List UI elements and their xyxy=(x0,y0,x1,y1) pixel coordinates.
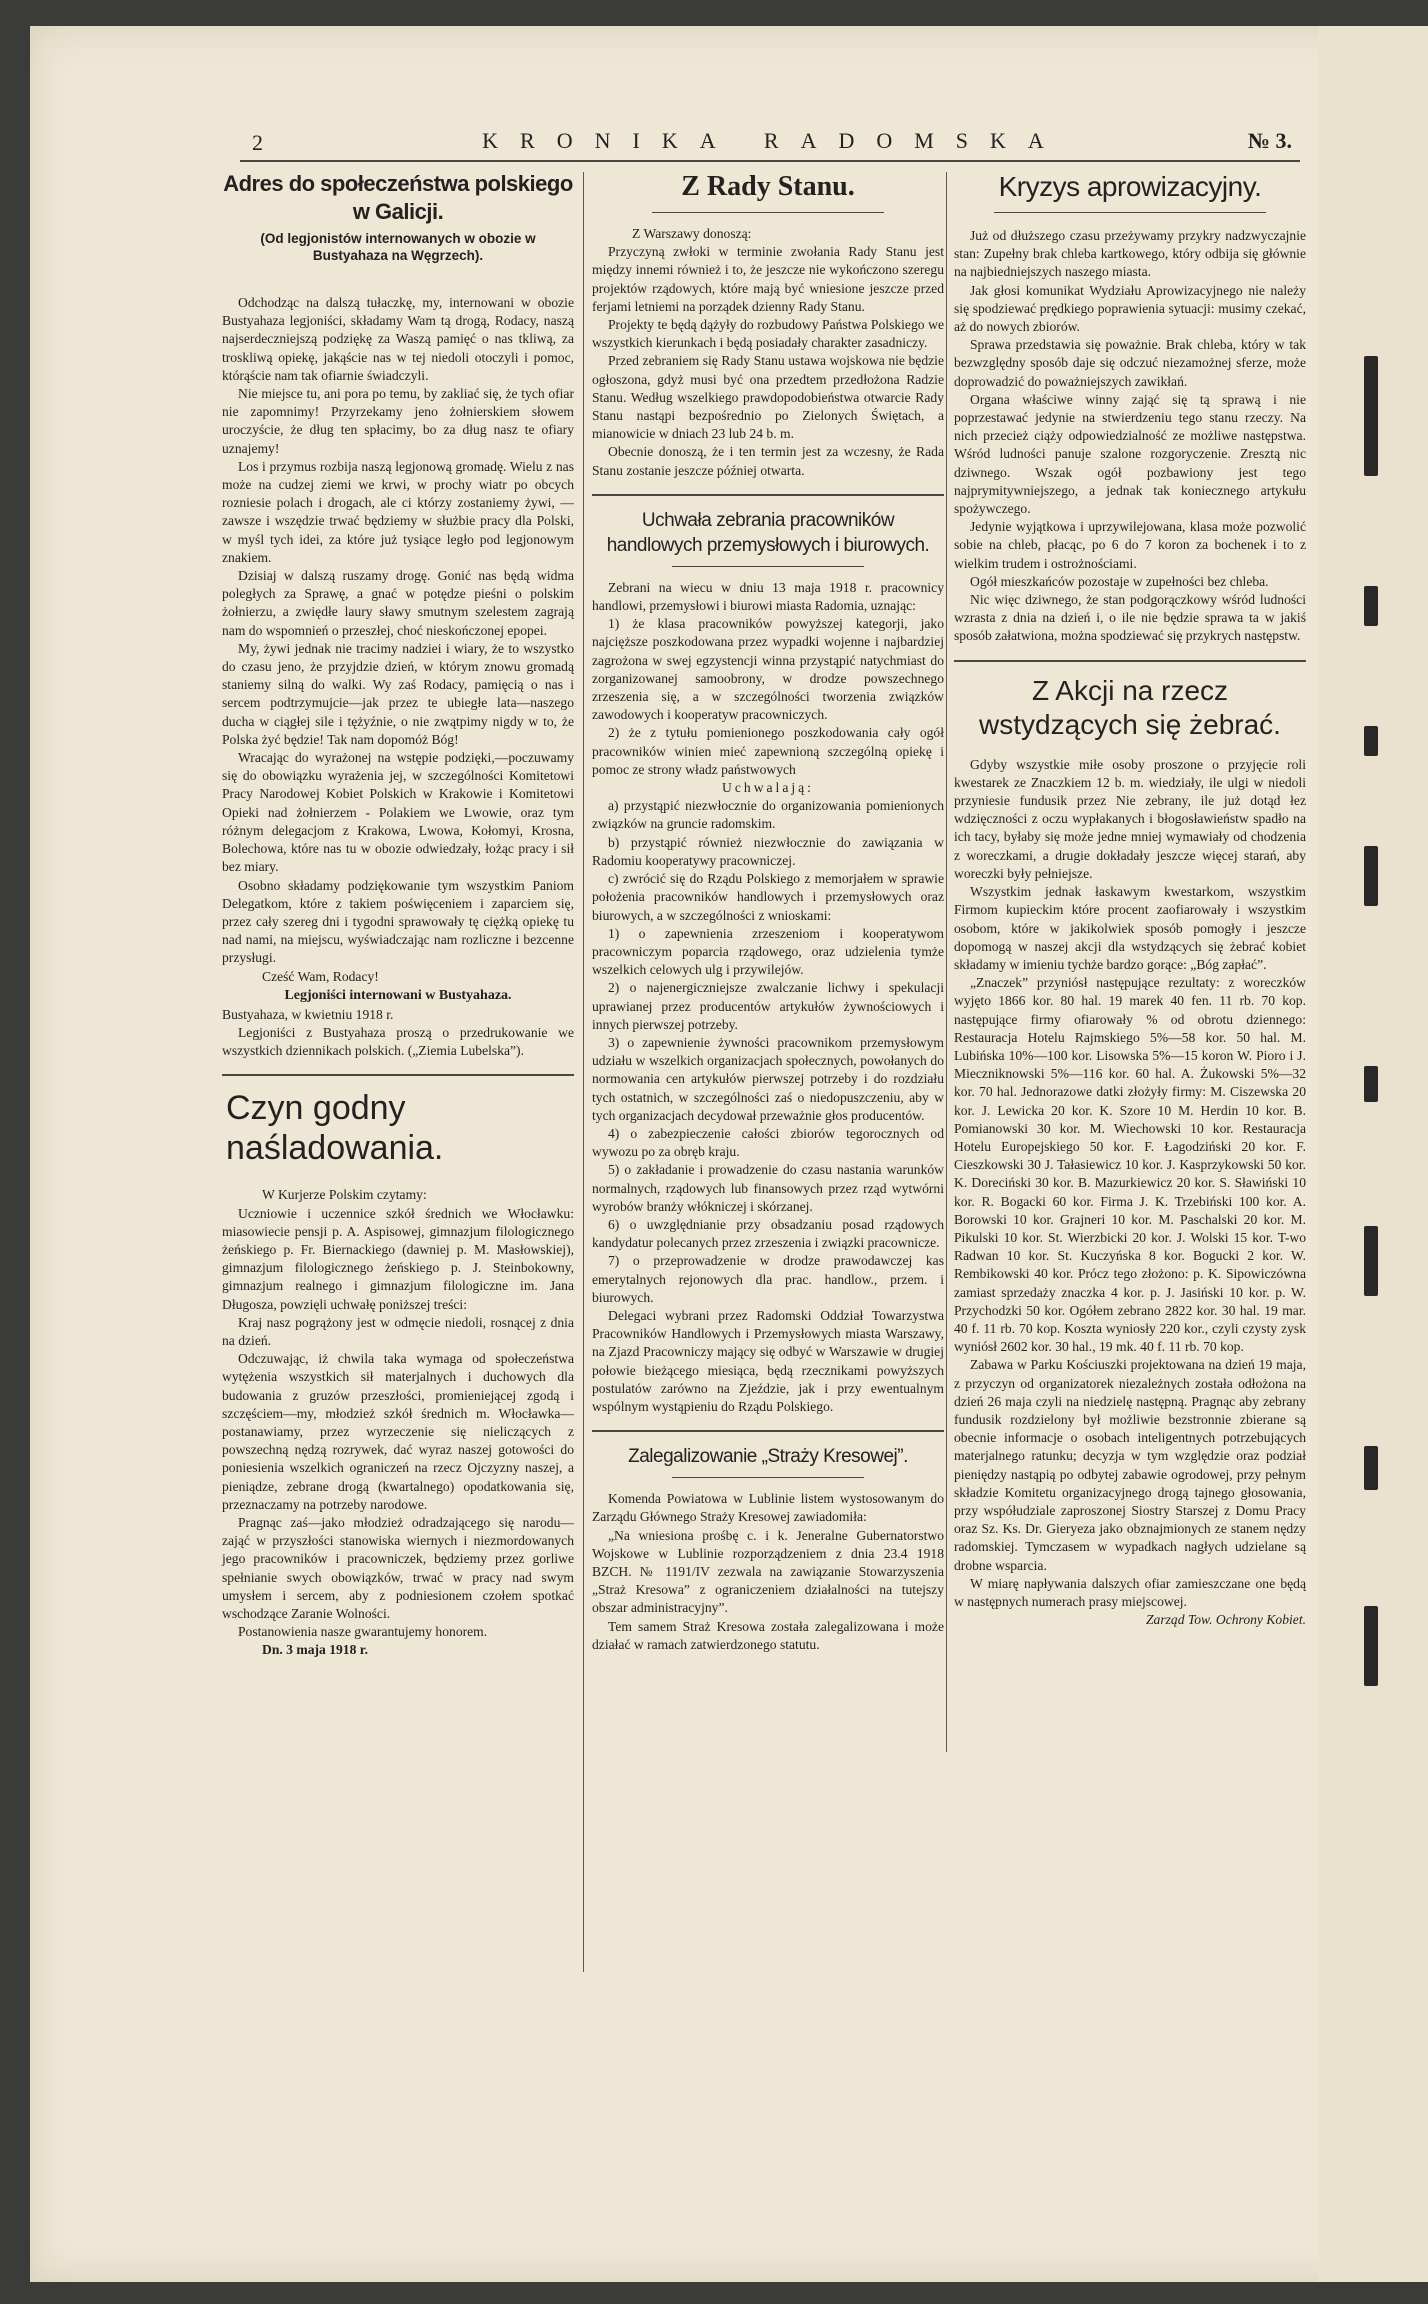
adres-paragraph: Odchodząc na dalszą tułaczkę, my, internowani w obozie Bustyahaza legjoniści, składamy Wam tą drogą, Rodacy, naszą najserdeczniejszą podziękę za Waszą pamięć o nas tkliwą, za troskliwą opiekę, jakąście nas w tej niedoli otoczyli i pomoc, którąście nam tak ofiarnie świadczyli. xyxy=(222,295,574,383)
uchwala-resolution: c) zwrócić się do Rządu Polskiego z memorjałem w sprawie położenia pracowników handlowych i przemysłowych oraz biurowych, a w szczególności z wnioskami: xyxy=(592,871,944,923)
issue-number: № 3. xyxy=(1247,128,1292,153)
paper-title: KRONIKA RADOMSKA xyxy=(482,128,1066,153)
uchwala-resolution: 1) o zapewnienia zrzeszeniom i kooperatywom pracowniczym poparcia rządowego, oraz udzielenia tymże wszelkich celowych ulg i przywilejów. xyxy=(592,925,944,978)
section-divider xyxy=(592,494,944,496)
edge-ink-mark xyxy=(1364,726,1378,756)
title-underline xyxy=(672,566,864,567)
uchwala-resolve-heading: Uchwalają: xyxy=(722,780,814,796)
uchwala-resolution: 5) o zakładanie i prowadzenie do czasu nastania warunków normalnych, rządowych lub finansowych przez rząd wytwórni wyrobów branży włókniczej i skórzanej. xyxy=(592,1162,944,1214)
uchwala-paragraph: Zebrani na wiecu w dniu 13 maja 1918 r. pracownicy handlowi, przemysłowi i biurowi miasta Radomia, uznając: xyxy=(592,579,944,614)
kryzys-paragraph: Jedynie wyjątkowa i uprzywilejowana, klasa może pozwolić sobie na chleb, płacąc, po 6 do 7 koron za bochenek i to z wielkim trudem i ostrożnościami. xyxy=(954,519,1306,571)
czyn-paragraph: Uczniowie i uczennice szkół średnich we Włocławku: miasowiecie pensji p. A. Aspisowej, gimnazjum filologicznego żeńskiego p. Fr. Biernackiego (dawniej p. M. Masłowskiej), gimnazjum filologicznego żeńskiego p. J. Steinbokowny, gimnazjum realnego i gimnazjum filologiczne im. Jana Długosza, powzięli uchwałę poniższej treści: xyxy=(222,1205,574,1312)
akcja-paragraph: Wszystkim jednak łaskawym kwestarkom, wszystkim Firmom kupieckim które procent zaofiarowały i wszystkim osobom, które w jakikolwiek sposób pomogły i jeszcze dopomogą w naszej akcji dla wstydzących się żebrać kobiet składamy w imieniu tychże bardzo gorące: „Bóg zapłać”. xyxy=(954,884,1306,972)
edge-ink-mark xyxy=(1364,1446,1378,1490)
page-number: 2 xyxy=(252,130,263,155)
adjacent-page-edge xyxy=(1318,26,1428,2282)
rada-paragraph: Obecnie donoszą, że i ten termin jest za wczesny, że Rada Stanu zostanie jeszcze później otwarta. xyxy=(592,444,944,478)
czyn-paragraph: Odczuwając, iż chwila taka wymaga od społeczeństwa wytężenia wszystkich sił materjalnych i duchowych dla budowania z gruzów przeszłości, promieniejącej zgodą i szczęściem—my, młodzież szkół średnich m. Włocławka—postanawiamy, przez wyrzeczenie się nieliczących z powszechną nędzą rozrywek, dać wyraz naszej gotowości do poniesienia wszelkich ograniczeń na rzecz Ojczyzny naszej, a pieniądze, zebrane drogą (kwartalnego) opodatkowania się, przeznaczamy na potrzeby narodowe. xyxy=(222,1351,574,1512)
adres-title: Adres do społeczeństwa polskiego w Galicji. xyxy=(223,171,573,224)
kryzys-paragraph: Ogół mieszkańców pozostaje w zupełności bez chleba. xyxy=(970,573,1269,589)
edge-ink-mark xyxy=(1364,1606,1378,1686)
edge-ink-mark xyxy=(1364,1066,1378,1102)
czyn-title: Czyn godny naśladowania. xyxy=(226,1089,444,1168)
czyn-paragraph: Kraj nasz pogrążony jest w odmęcie niedoli, rosnącej z dnia na dzień. xyxy=(222,1314,574,1348)
czyn-paragraph: Postanowienia nasze gwarantujemy honorem. xyxy=(238,1624,488,1640)
straz-paragraph: Komenda Powiatowa w Lublinie listem wystosowanym do Zarządu Głównego Straży Kresowej zawiadomiła: xyxy=(592,1491,944,1525)
adres-note: Legjoniści z Bustyahaza proszą o przedrukowanie we wszystkich dziennikach polskich. („Ziemia Lubelska”). xyxy=(222,1024,574,1059)
section-divider xyxy=(592,1430,944,1432)
uchwala-paragraph: 2) że z tytułu pomienionego poszkodowania cały ogół pracowników winien mieć zapewnioną szczególną opiekę i pomoc ze strony władz państwowych xyxy=(592,725,944,777)
akcja-title: Z Akcji na rzecz wstydzących się żebrać. xyxy=(979,674,1281,740)
title-underline xyxy=(672,1477,864,1478)
uchwala-resolution: b) przystąpić również niezwłocznie do zawiązania w Radomiu kooperatywy pracowniczej. xyxy=(592,834,944,868)
edge-ink-mark xyxy=(1364,1226,1378,1296)
czyn-date: Dn. 3 maja 1918 r. xyxy=(262,1642,368,1658)
uchwala-resolution: 6) o uwzględnianie przy obsadzaniu posad rządowych kandydatur polecanych przez zrzeszenia i związki pracownicze. xyxy=(592,1216,944,1251)
uchwala-resolution: 2) o najenergiczniejsze zwalczanie lichwy i spekulacji uprawianej przez producentów artykułów żywnościowych i innych pierwszej potrzeby. xyxy=(592,980,944,1032)
adres-paragraph: Dzisiaj w dalszą ruszamy drogę. Gonić nas będą widma poległych za Sprawę, a gnać w potędze pieśni o polskim żołnierzu, a zwiędłe laury sławy smutnym szelestem zagrają nam do wspomnień o przeszłej, choć nieskończonej epopei. xyxy=(222,568,574,638)
kryzys-title: Kryzys aprowizacyjny. xyxy=(998,171,1262,202)
title-underline xyxy=(652,212,884,213)
rada-paragraph: Projekty te będą dążyły do rozbudowy Państwa Polskiego we wszystkich kierunkach i będą posiadały charakter zasadniczy. xyxy=(592,317,944,351)
header-rule xyxy=(240,160,1300,162)
adres-signature: Legjoniści internowani w Bustyahaza. xyxy=(284,987,512,1003)
czyn-paragraph: W Kurjerze Polskim czytamy: xyxy=(262,1187,427,1203)
akcja-paragraph: Zabawa w Parku Kościuszki projektowana na dzień 19 maja, z przyczyn od organizatorek niezależnych została odłożona na dzień 26 maja czyli na niedzielę następną. Pragnąc aby zebrany fundusik rozdzielony był możliwie bezstronnie zbierane są obecnie informacje o osobach inteligentnych potrzebujących materjalnego ratunku; decyzja w tym względzie oraz podział pieniędzy nastąpią po odbytej zabawie ogrodowej, przy pełnym składzie Komitetu organizacyjnego drogą tajnego głosowania, przy współudziale zaproszonej Siostry Starszej z Domu Pracy oraz Sz. Ks. Dr. Gieryeza jako obznajmionych ze stanem nędzy radomskiej. Tymczasem w wypadkach nagłych udzielane są drobne wsparcia. xyxy=(954,1357,1306,1573)
akcja-paragraph: Gdyby wszystkie miłe osoby proszone o przyjęcie roli kwestarek ze Znaczkiem 12 b. m. wiedziały, ile ulgi w niedoli przyniesie fundusik przez Nie zebrany, ile już dotąd łez wdzięczności z oczu wypłakanych i błogosławieństw spadło na ich tacy, byłaby się może jedne mniej wymawiały od chodzenia z woreczkami, a drugie dokładały jeszcze więcej starań, aby woreczki były pełniejsze. xyxy=(954,756,1306,881)
straz-title: Zalegalizowanie „Straży Kresowej”. xyxy=(628,1446,908,1468)
column-rule xyxy=(946,172,947,1752)
kryzys-paragraph: Organa właściwe winny zająć się tą sprawą i nie poprzestawać jedynie na stwierdzeniu tego stanu rzeczy. Na nich przecież ciąży odpowiedzialność ze możliwe następstwa. Wśród ludności panuje szalone rozgoryczenie. Zresztą nic dziwnego. Wszak ogół pozbawiony jest tego najprymitywniejszego, a jednak tak koniecznego artykułu spożywczego. xyxy=(954,391,1306,517)
rada-title: Z Rady Stanu. xyxy=(681,171,855,202)
column-middle xyxy=(592,170,944,1654)
rada-paragraph: Z Warszawy donoszą: xyxy=(632,226,752,241)
adres-paragraph: Wracając do wyrażonej na wstępie podzięki,—poczuwamy się do obowiązku wyrażenia jej, w szczególności Komitetowi Pracy Narodowej Kobiet Polskich w Krakowie i Komitetowi Opieki nad żołnierzem - Polakiem we Lwowie, oraz tym różnym delegacjom z Krakowa, Lwowa, Kołomyi, Krosna, Bolechowa, które nas tu w obozie odwiedzały, łożąc pracy i sił bez miary. xyxy=(222,750,574,875)
akcja-signature: Zarząd Tow. Ochrony Kobiet. xyxy=(1146,1612,1306,1628)
section-divider xyxy=(954,660,1306,662)
adres-paragraph: Nie miejsce tu, ani pora po temu, by zakliać się, że tych ofiar nie zapomnimy! Przyrzekamy jeno żołnierskiem słowem uroczyście, że dług ten spłacimy, bo za dług nasz te ofiary uznajemy! xyxy=(222,386,574,456)
uchwala-resolution: 4) o zabezpieczenie całości zbiorów tegorocznych od wywozu po za obręb kraju. xyxy=(592,1125,944,1160)
adres-place-date: Bustyahaza, w kwietniu 1918 r. xyxy=(222,1006,394,1022)
rada-paragraph: Przyczyną zwłoki w terminie zwołania Rady Stanu jest między innemi również i to, że jeszcze nie wykończono szeregu projektów rządowych, które mają być wniesione jeszcze przed ferjami letniemi na porządek dzienny Rady Stanu. xyxy=(592,244,944,314)
adres-paragraph: My, żywi jednak nie tracimy nadziei i wiary, że to wszystko do czasu jeno, że przyjdzie dzień, w którym znowu gromadą staniemy silną do walki. Wy zaś Rodacy, pamięcią o nas i sercem podtrzymujcie—jak przez te ubiegłe lata—naszego ducha w ciągłej sile i tężyźnie, o nie zwątpimy nigdy w to, że Polska żyć będzie! Tak nam dopomóż Bóg! xyxy=(222,640,574,747)
kryzys-paragraph: Jak głosi komunikat Wydziału Aprowizacyjnego nie należy się spodziewać prędkiego poprawienia sytuacji: musimy czekać, aż do nowych zbiorów. xyxy=(954,282,1306,335)
adres-paragraph: Osobno składamy podziękowanie tym wszystkim Paniom Delegatkom, które z takiem poświęceniem i zaparciem się, przez cały szereg dni i tygodni sprawowały tę ciężką opiekę tu nad nami, na miejscu, wyświadczając nam rozliczne i bezcenne przysługi. xyxy=(222,877,574,966)
uchwala-paragraph: 1) że klasa pracowników powyższej kategorji, jako najcięższe poszkodowana przez wypadki wojenne i najbardziej zagrożona w swej egzystencji winna przystąpić natychmiast do zorganizowanej samoobrony, w drodze powszechnego zrzeszenia się, a w szczególności tworzenia związków zawodowych i kooperatyw pracowniczych. xyxy=(592,616,944,723)
title-underline xyxy=(994,212,1266,213)
edge-ink-mark xyxy=(1364,356,1378,476)
czyn-paragraph: Pragnąc zaś—jako młodzież odradzającego się narodu—zająć w przyszłości stanowiska wiernych i niezmordowanych jego pracowników i pracowniczek, będziemy przez gorliwe spełnianie swych obowiązków, trwać w pracy nad swym umysłem i sercem, aby z podniesionem czołem spotkać wschodzące Zaranie Wolności. xyxy=(222,1514,574,1621)
akcja-paragraph: W miarę napływania dalszych ofiar zamieszczane one będą w następnych numerach prasy miejscowej. xyxy=(954,1575,1306,1610)
column-left xyxy=(222,170,574,1660)
uchwala-resolution: a) przystąpić niezwłocznie do organizowania pomienionych związków na gruncie radomskim. xyxy=(592,798,944,832)
akcja-paragraph: „Znaczek” przyniósł następujące rezultaty: z woreczków wyjęto 1866 kor. 80 hal. 19 marek 40 fen. 11 rb. 70 kop. następujące firmy ofiarowały % od obrotu dziennego: Restauracja Hotelu Rajmskiego 5%—58 kor. 50 hal. M. Lubińska 10%—100 kor. Lisowska 5%—15 koron W. Pioro i J. Mieczniknowski 5%—116 kor. 60 hal. A. Żukowski 5%—32 kor. 70 hal. Jednorazowe datki złożyły firmy: M. Ciszewska 20 kor. J. Lewicka 20 kor. K. Szore 10 M. Herdin 10 kor. B. Pomianowski 30 kor. M. Wiechowski 10 kor. Restauracja Hotelu Europejskiego 50 kor. F. Łagodziński 20 kor. F. Cieszkowski 30 J. Tałasiewicz 10 kor. J. Kasprzykowski 50 kor. K. Doreciński 30 kor. B. Mazurkiewicz 20 kor. S. Sławiński 10 kor. R. Bogacki 60 kor. Firma J. K. Trzebiński 100 kor. A. Borowski 10 kor. Grajneri 10 kor. M. Paschalski 20 kor. M. Pikulski 10 kor. St. Wierzbicki 20 kor. J. Wolski 15 kor. T-wo Radwan 10 kor. St. Kuczyńska 8 kor. Bogucki 2 kor. W. Rembikowski 40 kor. Prócz tego złożono: p. K. Sipowiczówna zamiast sprzedaży znaczka 4 kor. p. J. Jasiński 10 kor. p. W. Przychodzki 50 kor. Ogółem zebrano 2822 kor. 30 hal. 19 mar. 40 f. 11 rb. 70 kop. Koszta wyniosły 220 kor., czyli czysty zysk wyniósł 2602 kor. 30 hal., 19 mk. 40 f. 11 rb. 70 kop. xyxy=(954,975,1306,1355)
column-right xyxy=(954,170,1306,1629)
running-head xyxy=(224,126,1310,158)
uchwala-resolution: 3) o zapewnienie żywności pracownikom przemysłowym udziału w wszelkich organizacjach społecznych, powołanych do normowania cen artykułów pierwszej potrzeby i do rozdziału tych ostatnich, w szczególności zaś o niedopuszczeniu, aby w tych organizacjach decydował przeważnie głos producentów. xyxy=(592,1034,944,1123)
straz-paragraph: Tem samem Straż Kresowa została zalegalizowana i może działać w ramach zatwierdzonego statutu. xyxy=(592,1618,944,1652)
edge-ink-mark xyxy=(1364,586,1378,626)
straz-paragraph: „Na wniesiona prośbę c. i k. Jeneralne Gubernatorstwo Wojskowe w Lublinie rozporządzeniem z dnia 23.4 1918 BZCH. № 1191/IV zezwala na zawiązanie Stowarzyszenia „Straż Kresowa” z ograniczeniem działalności na tutejszy obszar administracyjny”. xyxy=(592,1527,944,1616)
kryzys-paragraph: Już od dłuższego czasu przeżywamy przykry nadzwyczajnie stan: Zupełny brak chleba kartkowego, który odbija się głównie na najbiedniejszych naszego miasta. xyxy=(954,228,1306,280)
adres-subtitle: (Od legjonistów internowanych w obozie w Bustyahaza na Węgrzech). xyxy=(260,231,536,263)
uchwala-resolution: Delegaci wybrani przez Radomski Oddział Towarzystwa Pracowników Handlowych i Przemysłowych miasta Warszawy, na Zjazd Pracowniczy mający się odbyć w Warszawie w drugiej połowie bieżącego miesiąca, będą rzecznikami powyższych postulatów zarówno na Zjeździe, jak i przy ewentualnym wspólnym wystąpieniu do Rządu Polskiego. xyxy=(592,1307,944,1414)
adres-paragraph: Cześć Wam, Rodacy! xyxy=(262,968,379,984)
adres-paragraph: Los i przymus rozbija naszą legjonową gromadę. Wielu z nas może na cudzej ziemi we krwi, w prochy wiatr po obcych rozniesie polach i drogach, ale ci którzy zostaniemy żywi, — zawsze i wszędzie trwać będziemy w służbie pracy dla Polski, w myśl tych idei, za które już tysiące legło pod legjonowym znakiem. xyxy=(222,458,574,565)
column-rule xyxy=(583,172,584,1972)
kryzys-paragraph: Nic więc dziwnego, że stan podgorączkowy wśród ludności wzrasta z dnia na dzień i, o ile nie będzie sprawa ta w jakiś sposób załatwiona, można spodziewać się przykrych następstw. xyxy=(954,592,1306,644)
section-divider xyxy=(222,1074,574,1076)
edge-ink-mark xyxy=(1364,846,1378,906)
uchwala-resolution: 7) o przeprowadzenie w drodze prawodawczej kas emerytalnych rejonowych dla prac. handlow., przem. i biurowych. xyxy=(592,1253,944,1305)
kryzys-paragraph: Sprawa przedstawia się poważnie. Brak chleba, który w tak bezwzględny sposób daje się odczuć niezamożnej sferze, może doprowadzić do poważniejszych zawikłań. xyxy=(954,337,1306,389)
uchwala-title: Uchwała zebrania pracowników handlowych przemysłowych i biurowych. xyxy=(606,509,930,556)
rada-paragraph: Przed zebraniem się Rady Stanu ustawa wojskowa nie będzie ogłoszona, gdyż musi być ona przedtem przedłożona Radzie Stanu. Według wszelkiego prawdopodobieństwa otwarcie Rady Stanu nastąpi bezpośrednio po Zielonych Świętach, a mianowicie w dniach 23 lub 24 b. m. xyxy=(592,353,944,442)
